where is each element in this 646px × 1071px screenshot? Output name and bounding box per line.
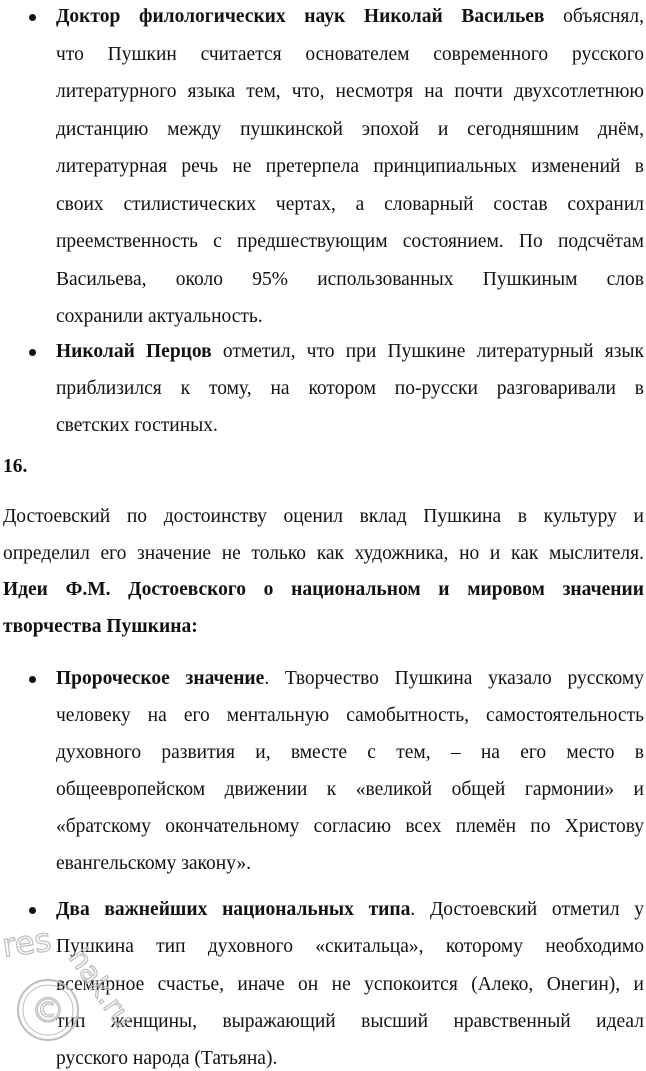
text-line: Два важнейших национальных типа. Достоевский отметил у	[56, 899, 645, 920]
text-line: всемирное счастье, иначе он не успокоится (Алеко, Онегин), и	[56, 974, 644, 995]
text-line: дистанцию между пушкинской эпохой и сегодняшним днём,	[56, 119, 644, 140]
text-line: Достоевский по достоинству оценил вклад Пушкина в культуру и	[3, 506, 644, 527]
text-line: человеку на его ментальную самобытность, самостоятельность	[56, 705, 644, 726]
text-line: Васильева, около 95% использованных Пушкиным слов	[56, 269, 644, 290]
text-line: общеевропейском движении к «великой общей гармонии» и	[56, 779, 644, 800]
text-line: приблизился к тому, на котором по-русски разговаривали в	[56, 378, 644, 399]
text-line: своих стилистических чертах, а словарный состав сохранил	[56, 194, 644, 215]
text-line: духовного развития и, вместе с тем, – на его место в	[56, 742, 644, 763]
text-line: преемственность с предшествующим состоянием. По подсчётам	[56, 231, 644, 252]
bold-lead-text: Николай Перцов	[56, 341, 212, 362]
bullet-icon	[29, 676, 36, 683]
section-number: 16.	[3, 456, 28, 477]
section-heading: Идеи Ф.М. Достоевского о национальном и мировом значении	[3, 579, 644, 600]
bold-lead-text: Доктор филологических наук Николай Васильев	[56, 6, 545, 27]
text-line: русского народа (Татьяна).	[56, 1048, 278, 1069]
svg-text:hak.ru: hak.ru	[62, 942, 141, 1035]
bullet-icon	[29, 349, 36, 356]
text-line: сохранили актуальность.	[56, 306, 263, 327]
text-line: тип женщины, выражающий высший нравственный идеал	[56, 1011, 644, 1032]
text-line: Доктор филологических наук Николай Васильев объяснял,	[56, 6, 644, 27]
bold-lead-text: Два важнейших национальных типа	[56, 899, 411, 920]
text-line: Пророческое значение. Творчество Пушкина указало русскому	[56, 668, 644, 689]
bullet-icon	[29, 907, 36, 914]
text-line: светских гостиных.	[56, 415, 218, 436]
text-line: литературная речь не претерпела принципиальных изменений в	[56, 156, 644, 177]
text-line: Пушкина тип духовного «скитальца», которому необходимо	[56, 936, 644, 957]
copyright-icon: ©	[31, 991, 65, 1031]
text-line: евангельскому закону».	[56, 853, 252, 874]
svg-text:res: res	[0, 920, 54, 965]
bold-lead-text: Пророческое значение	[56, 668, 265, 689]
text-line: «братскому окончательному согласию всех племён по Христову	[56, 816, 644, 837]
section-heading: творчества Пушкина:	[3, 616, 198, 637]
text-line: что Пушкин считается основателем современного русского	[56, 44, 644, 65]
text-line: Николай Перцов отметил, что при Пушкине литературный язык	[56, 341, 645, 362]
text-line: литературного языка тем, что, несмотря на почти двухсотлетнюю	[56, 81, 644, 102]
text-line: определил его значение не только как художника, но и как мыслителя.	[3, 543, 644, 564]
bullet-icon	[29, 14, 36, 21]
